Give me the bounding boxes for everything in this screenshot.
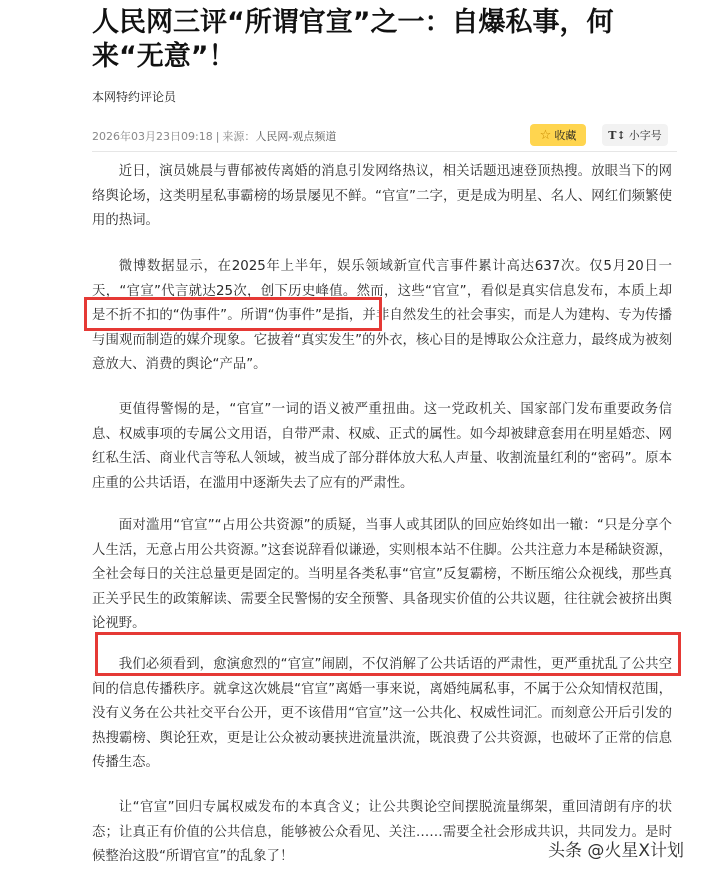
font-size-button[interactable] [602, 124, 668, 146]
favorite-button[interactable] [530, 124, 586, 146]
source-link[interactable]: 人民网-观点频道 [255, 130, 337, 143]
source-label: 来源： [222, 130, 256, 143]
meta-separator: | [215, 130, 220, 143]
publish-date: 2026年03月23日09:18 [92, 130, 213, 143]
paragraph-6: 让“官宣”回归专属权威发布的本真含义；让公共舆论空间摆脱流量绑架，重回清朗有序的状态；让真正有价值的公共信息，能够被公众看见、关注……需要全社会形成共识，共同发力。是时候整治这股“所谓官宣”的乱象了！ [92, 800, 672, 864]
article-title: 人民网三评“所谓官宣”之一：自爆私事，何来“无意”！ [92, 7, 614, 72]
watermark: 头条 @火星X计划 [548, 841, 685, 861]
paragraph-1: 近日，演员姚晨与曹郁被传离婚的消息引发网络热议，相关话题迅速登顶热搜。放眼当下的网络舆论场，这类明星私事霸榜的场景屡见不鲜。“官宣”二字，更是成为明星、名人、网红们频繁使用的热词。 [92, 164, 672, 228]
favorite-label: 收藏 [554, 129, 577, 142]
article-meta [92, 128, 336, 144]
paragraph-3: 更值得警惕的是，“官宣”一词的语义被严重扭曲。这一党政机关、国家部门发布重要政务信息、权威事项的专属公文用语，自带严肃、权威、正式的属性。如今却被肆意套用在明星婚恋、网红私生活、商业代言等私人领域，被当成了部分群体放大私人声量、收割流量红利的“密码”。原本庄重的公共话语，在滥用中逐渐失去了应有的严肃性。 [92, 402, 672, 491]
star-icon: ☆ [539, 127, 552, 143]
divider [92, 151, 677, 152]
article-author: 本网特约评论员 [92, 90, 177, 104]
paragraph-4: 面对滥用“官宣”“占用公共资源”的质疑，当事人或其团队的回应始终如出一辙：“只是分享个人生活，无意占用公共资源。”这套说辞看似谦逊，实则根本站不住脚。公共注意力本是稀缺资源，全社会每日的关注总量更是固定的。当明星各类私事“官宣”反复霸榜，不断压缩公众视线，那些真正关乎民生的政策解读、需要全民警惕的安全预警、具备现实价值的公共议题，往往就会被挤出舆论视野。 [92, 518, 672, 631]
paragraph-2: 微博数据显示，在2025年上半年，娱乐领域新宣代言事件累计高达637次。仅5月20日一天，“官宣”代言就达25次，创下历史峰值。然而，这些“官宣”，看似是真实信息发布，本质上却是不折不扣的“伪事件”。所谓“伪事件”是指，并非自然发生的社会事实，而是人为建构、专为传播与围观而制造的媒介现象。它披着“真实发生”的外衣，核心目的是博取公众注意力，最终成为被刻意放大、消费的舆论“产品”。 [92, 259, 672, 372]
font-size-icon: T↕ [608, 128, 626, 142]
paragraph-5: 我们必须看到，愈演愈烈的“官宣”闹剧，不仅消解了公共话语的严肃性，更严重扰乱了公共空间的信息传播秩序。就拿这次姚晨“官宣”离婚一事来说，离婚纯属私事，不属于公众知情权范围，没有义务在公共社交平台公开，更不该借用“官宣”这一公共化、权威性词汇。而刻意公开后引发的热搜霸榜、舆论狂欢，更是让公众被动裹挟进流量洪流，既浪费了公共资源，也破坏了正常的信息传播生态。 [92, 657, 672, 770]
font-size-label: 小字号 [628, 129, 662, 142]
